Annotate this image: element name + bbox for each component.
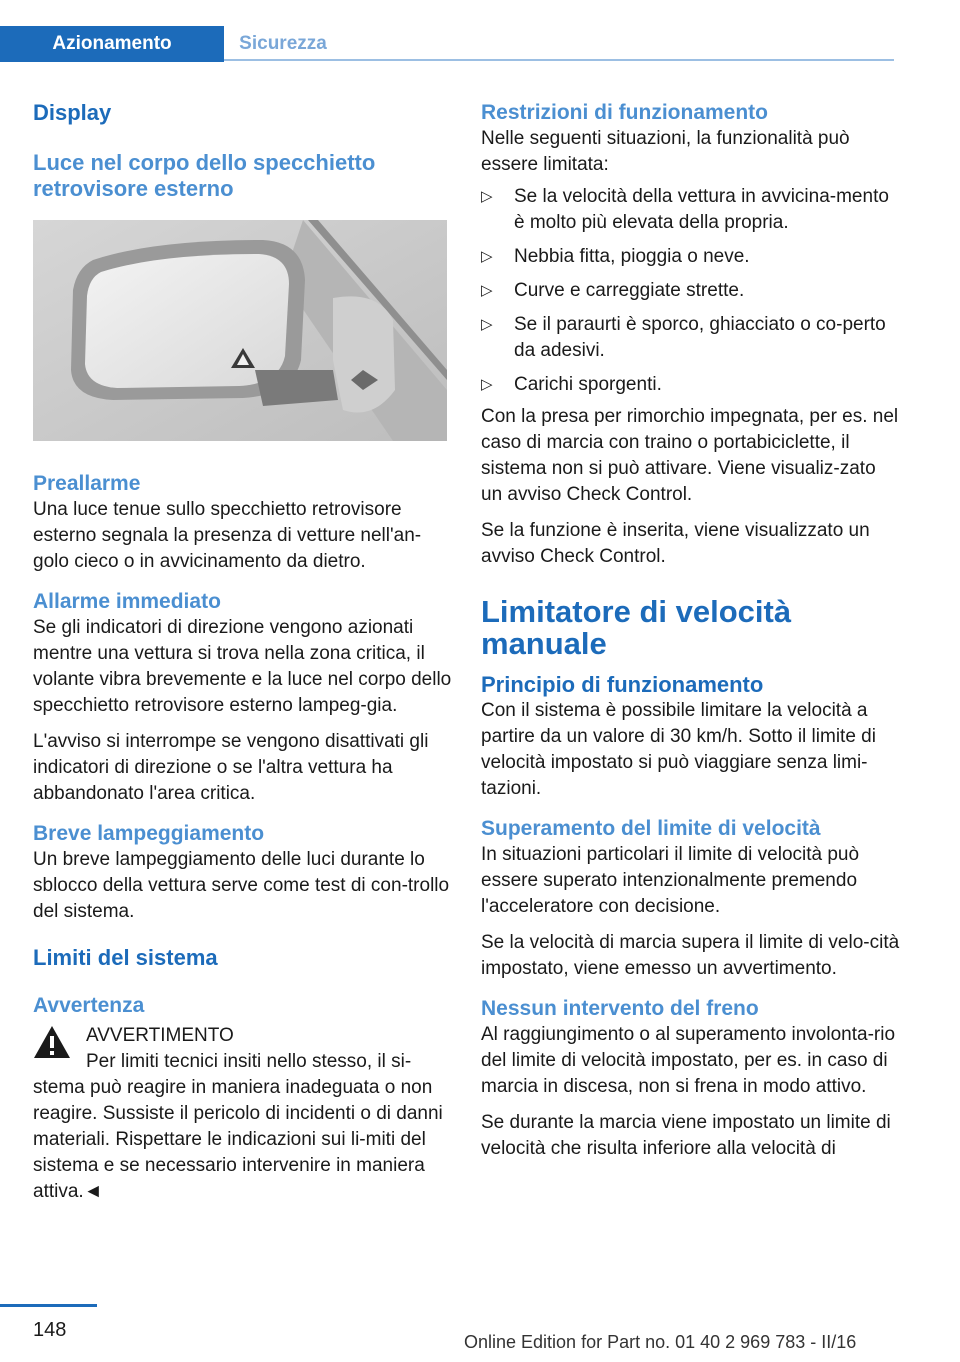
chapter-tabs xyxy=(0,26,894,62)
warning-text: Per limiti tecnici insiti nello stesso, il si-stema può reagire in maniera inadeguata o non reagire. Sussiste il pericolo di incidenti o di danni materiali. Rispettare le indicazioni sui li-miti del sistema e se necessario intervenire in maniera attiva.◄ xyxy=(33,1051,443,1202)
list-item: ▷ Se la velocità della vettura in avvicina-mento è molto più elevata della propria. xyxy=(481,186,889,233)
right-column xyxy=(481,100,901,1162)
paragraph-funzione-inserita: Se la funzione è inserita, viene visualizzato un avviso Check Control. xyxy=(481,520,870,567)
paragraph-superamento-1: In situazioni particolari il limite di velocità può essere superato intenzionalmente premendo l'acceleratore con decisione. xyxy=(481,844,860,917)
triangle-bullet-icon: ▷ xyxy=(481,282,493,299)
side-mirror-image xyxy=(33,220,447,441)
triangle-bullet-icon: ▷ xyxy=(481,248,493,265)
heading-luce-specchietto: Luce nel corpo dello specchietto retrovisore esterno xyxy=(33,150,376,201)
heading-avvertenza: Avvertenza xyxy=(33,994,145,1017)
heading-display: Display xyxy=(33,100,112,125)
tab-sicurezza[interactable]: Sicurezza xyxy=(239,33,327,54)
mirror-illustration xyxy=(33,220,447,441)
heading-principio: Principio di funzionamento xyxy=(481,672,764,697)
tab-divider-line xyxy=(224,59,894,61)
tab-azionamento[interactable]: Azionamento xyxy=(0,26,224,62)
heading-superamento: Superamento del limite di velocità xyxy=(481,817,821,840)
paragraph-breve-lampeggiamento: Un breve lampeggiamento delle luci durante lo sblocco della vettura serve come test di con-trollo del sistema. xyxy=(33,849,450,922)
heading-breve-lampeggiamento: Breve lampeggiamento xyxy=(33,822,265,845)
heading-nessun-freno: Nessun intervento del freno xyxy=(481,997,759,1020)
paragraph-superamento-2: Se la velocità di marcia supera il limite di velo-cità impostato, viene emesso un avvertimento. xyxy=(481,932,900,979)
paragraph-freno-1: Al raggiungimento o al superamento involonta-rio del limite di velocità impostato, per es. in caso di marcia in discesa, non si frena in modo attivo. xyxy=(481,1024,896,1097)
heading-limitatore-velocita: Limitatore di velocità manuale xyxy=(481,594,792,661)
heading-preallarme: Preallarme xyxy=(33,472,141,495)
heading-allarme-immediato: Allarme immediato xyxy=(33,590,221,613)
heading-limiti-sistema: Limiti del sistema xyxy=(33,945,218,970)
warning-triangle-icon xyxy=(33,1025,71,1059)
warning-box xyxy=(33,1023,453,1205)
footer-rule xyxy=(0,1304,97,1307)
warning-title: AVVERTIMENTO xyxy=(86,1025,234,1046)
triangle-bullet-icon: ▷ xyxy=(481,188,493,205)
paragraph-preallarme: Una luce tenue sullo specchietto retrovisore esterno segnala la presenza di vetture nell'an-golo cieco o in avvicinamento da dietro. xyxy=(33,499,422,572)
paragraph-restrizioni: Nelle seguenti situazioni, la funzionalità può essere limitata: xyxy=(481,128,850,175)
triangle-bullet-icon: ▷ xyxy=(481,376,493,393)
list-item: ▷ Curve e carreggiate strette. xyxy=(481,278,901,304)
list-item: ▷ Nebbia fitta, pioggia o neve. xyxy=(481,244,901,270)
paragraph-rimorchio: Con la presa per rimorchio impegnata, per es. nel caso di marcia con traino o portabiciclette, il sistema non si può attivare. Viene visualiz-zato un avviso Check Control. xyxy=(481,406,899,505)
paragraph-principio: Con il sistema è possibile limitare la velocità a partire da un valore di 30 km/h. Sotto il limite di velocità impostato si può viaggiare senza limi-tazioni. xyxy=(481,700,876,799)
left-column xyxy=(33,100,453,1205)
restrizioni-list xyxy=(481,184,901,398)
page-number: 148 xyxy=(33,1319,67,1341)
paragraph-avviso-interrompe: L'avviso si interrompe se vengono disattivati gli indicatori di direzione o se l'altra vettura ha abbandonato l'area critica. xyxy=(33,731,429,804)
triangle-bullet-icon: ▷ xyxy=(481,316,493,333)
paragraph-freno-2: Se durante la marcia viene impostato un limite di velocità che risulta inferiore alla velocità di xyxy=(481,1112,891,1159)
list-item: ▷ Carichi sporgenti. xyxy=(481,372,901,398)
list-item: ▷ Se il paraurti è sporco, ghiacciato o co-perto da adesivi. xyxy=(481,314,886,361)
edition-footer: Online Edition for Part no. 01 40 2 969 783 - II/16 xyxy=(464,1332,857,1352)
heading-restrizioni: Restrizioni di funzionamento xyxy=(481,101,768,124)
paragraph-allarme-immediato: Se gli indicatori di direzione vengono azionati mentre una vettura si trova nella zona critica, il volante vibra brevemente e la luce nel corpo dello specchietto retrovisore esterno lampeg-gia. xyxy=(33,617,452,716)
